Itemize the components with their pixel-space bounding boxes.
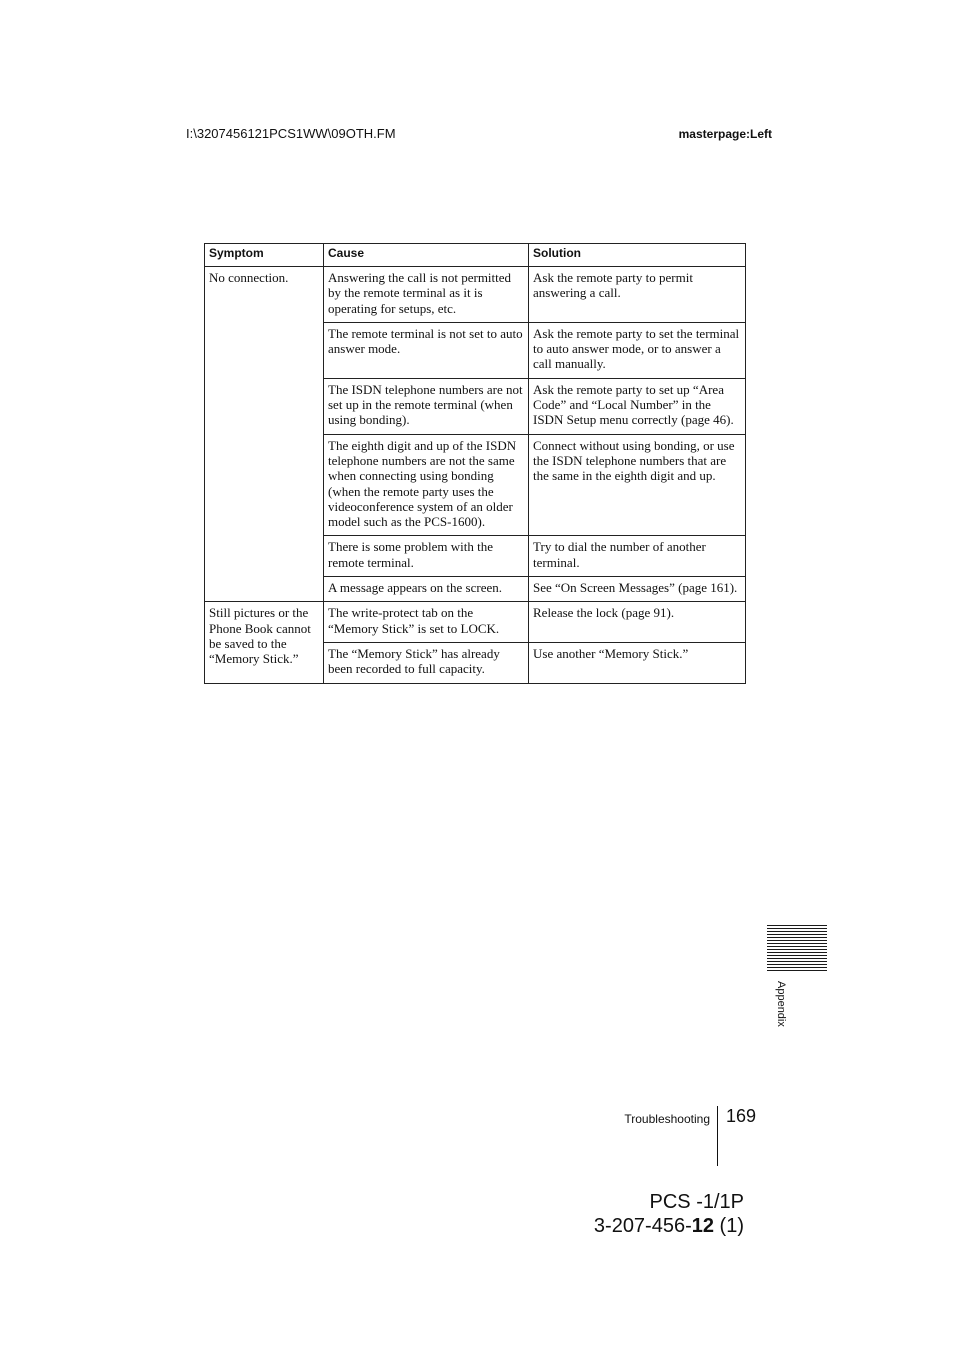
cause-cell: The ISDN telephone numbers are not set up in the remote terminal (when using bonding). bbox=[324, 378, 529, 434]
cause-cell: The remote terminal is not set to auto answer mode. bbox=[324, 322, 529, 378]
footer-divider bbox=[717, 1106, 718, 1166]
footer-section-title: Troubleshooting bbox=[624, 1112, 710, 1126]
symptom-cell: Still pictures or the Phone Book cannot be saved to the “Memory Stick.” bbox=[205, 602, 324, 683]
section-thumb-tab-bars bbox=[767, 925, 827, 971]
solution-cell: Connect without using bonding, or use the ISDN telephone numbers that are the same in the eighth digit and up. bbox=[529, 434, 746, 536]
part-code: 3-207-456-12 (1) bbox=[593, 1215, 744, 1237]
model-line: PCS -1/1P bbox=[649, 1191, 744, 1213]
header-symptom: Symptom bbox=[205, 244, 324, 267]
troubleshooting-table bbox=[204, 243, 746, 684]
cause-cell: The write-protect tab on the “Memory Stick” is set to LOCK. bbox=[324, 602, 529, 643]
table-row bbox=[205, 267, 746, 323]
cause-cell: The “Memory Stick” has already been recorded to full capacity. bbox=[324, 642, 529, 683]
solution-cell: Release the lock (page 91). bbox=[529, 602, 746, 643]
table-header-row bbox=[205, 244, 746, 267]
cause-cell: There is some problem with the remote terminal. bbox=[324, 536, 529, 577]
table-row bbox=[205, 602, 746, 643]
solution-cell: See “On Screen Messages” (page 161). bbox=[529, 577, 746, 602]
solution-cell: Use another “Memory Stick.” bbox=[529, 642, 746, 683]
cause-cell: A message appears on the screen. bbox=[324, 577, 529, 602]
masterpage-label: masterpage:Left bbox=[678, 127, 772, 141]
model-code-block bbox=[594, 1190, 744, 1238]
cause-cell: The eighth digit and up of the ISDN telephone numbers are not the same when connecting using bonding (when the remote party uses the videoconference system of an older model such as the PCS-1600). bbox=[324, 434, 529, 536]
page-number: 169 bbox=[726, 1106, 757, 1126]
solution-cell: Ask the remote party to set the terminal to auto answer mode, or to answer a call manually. bbox=[529, 322, 746, 378]
side-tab-label: Appendix bbox=[775, 981, 787, 1027]
solution-cell: Try to dial the number of another terminal. bbox=[529, 536, 746, 577]
symptom-cell: No connection. bbox=[205, 267, 324, 602]
cause-cell: Answering the call is not permitted by the remote terminal as it is operating for setups, etc. bbox=[324, 267, 529, 323]
file-path-header: I:\3207456121PCS1WW\09OTH.FM bbox=[186, 126, 396, 141]
header-cause: Cause bbox=[324, 244, 529, 267]
solution-cell: Ask the remote party to permit answering a call. bbox=[529, 267, 746, 323]
header-solution: Solution bbox=[529, 244, 746, 267]
solution-cell: Ask the remote party to set up “Area Code” and “Local Number” in the ISDN Setup menu correctly (page 46). bbox=[529, 378, 746, 434]
